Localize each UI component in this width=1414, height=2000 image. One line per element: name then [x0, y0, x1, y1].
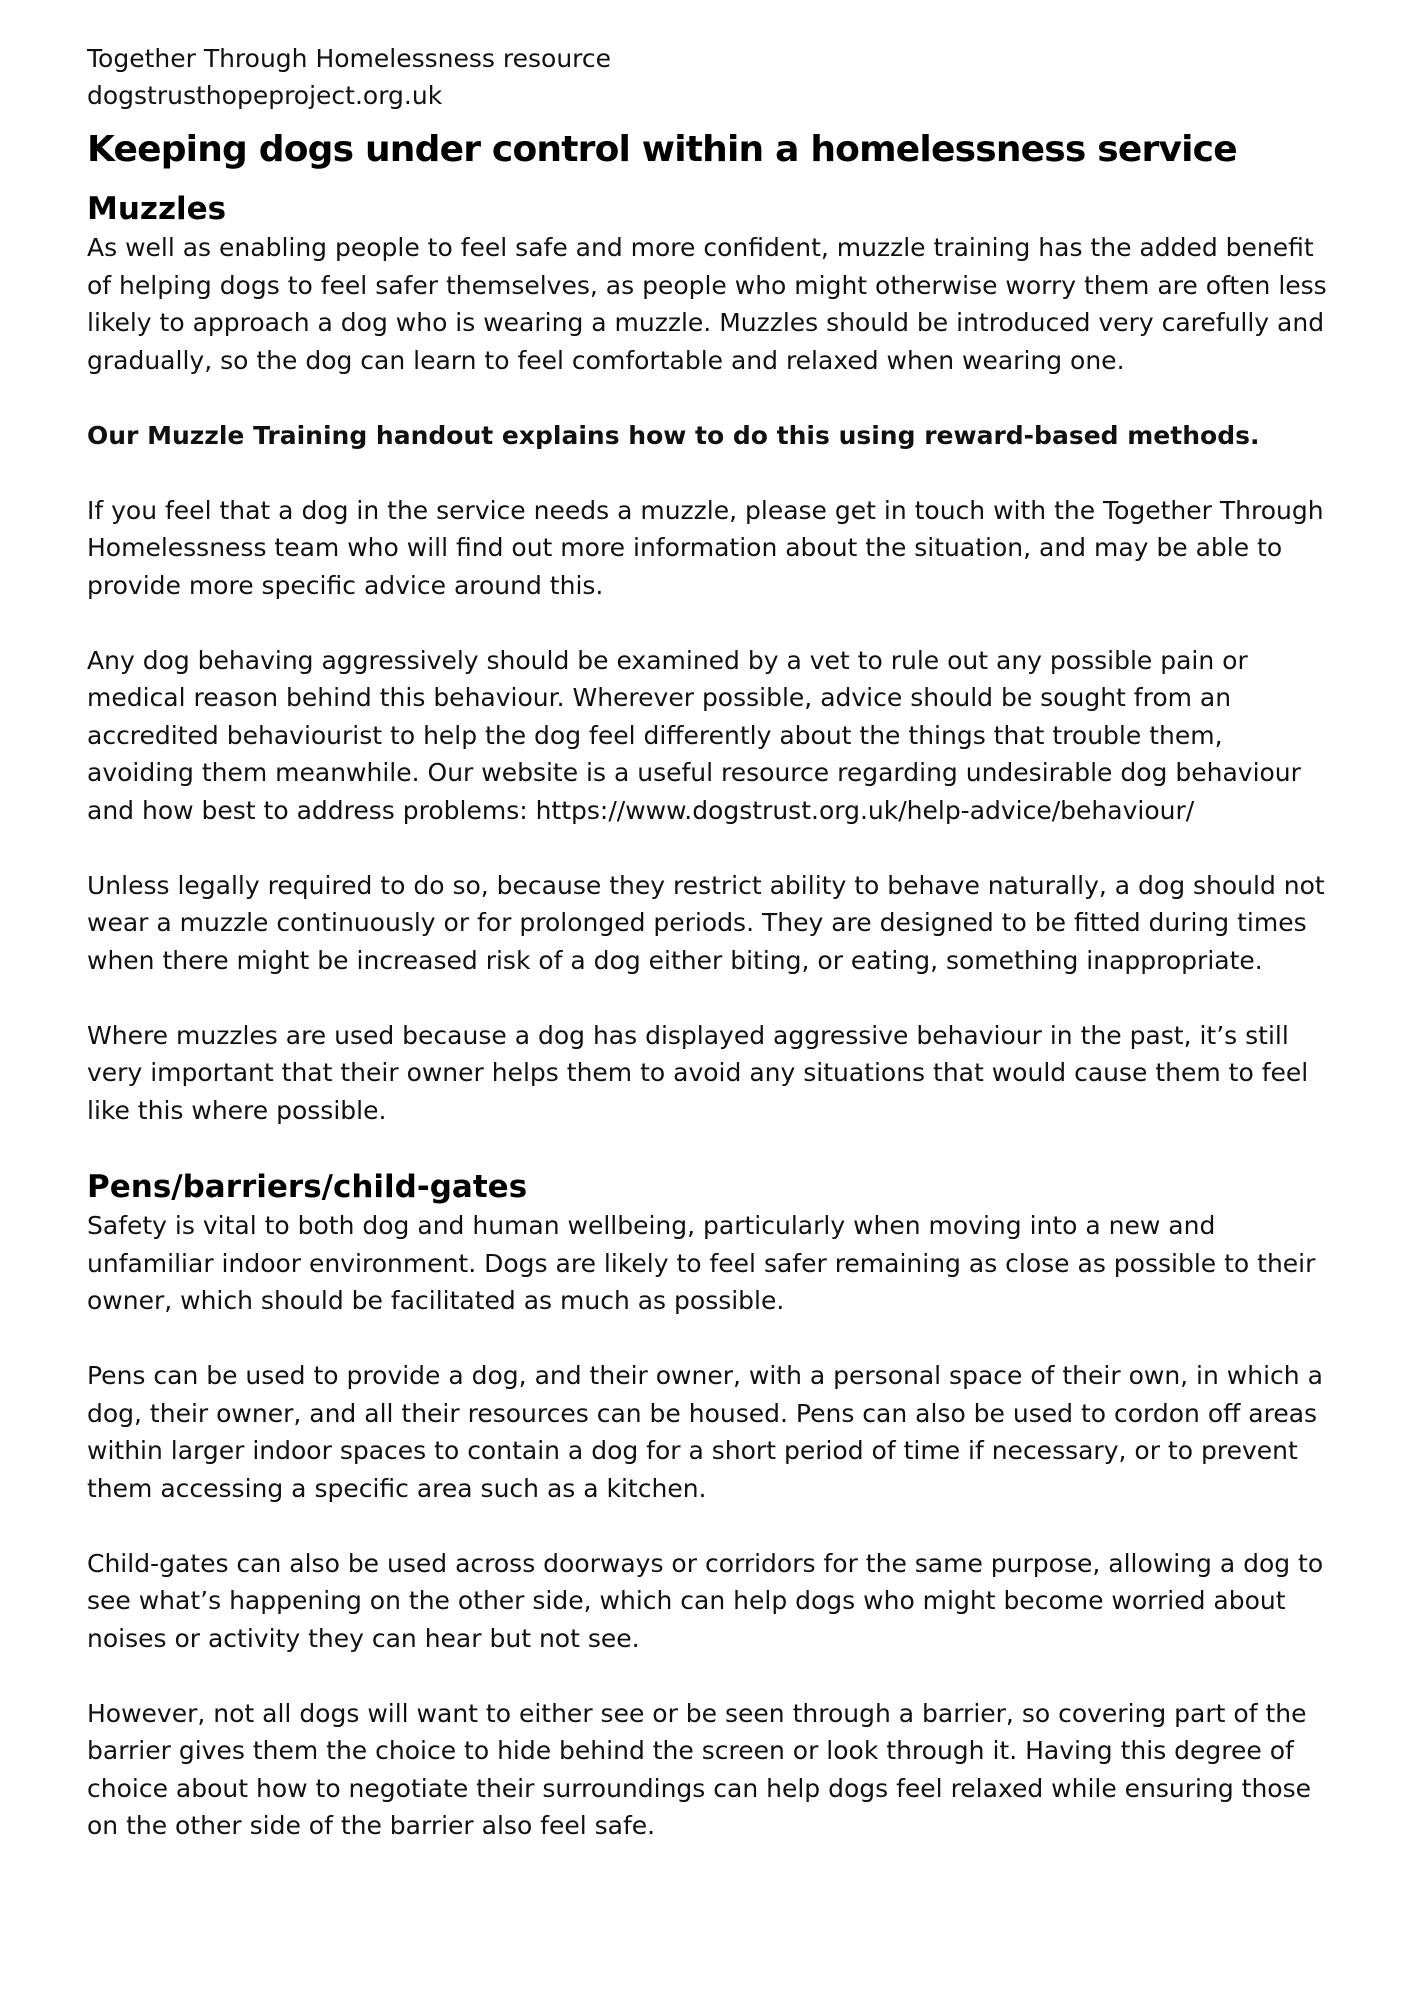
section-heading-pens-barriers: Pens/barriers/child-gates: [87, 1169, 528, 1205]
paragraph: If you feel that a dog in the service needs a muzzle, please get in touch with the Together Through Homelessness team who will find out more information about the situation, and may be able to provide more specific advice around this.: [87, 495, 1324, 600]
section-heading-muzzles: Muzzles: [87, 191, 227, 227]
paragraph: Unless legally required to do so, because they restrict ability to behave naturally, a dog should not wear a muzzle continuously or for prolonged periods. They are designed to be fitted during times when there might be increased risk of a dog either biting, or eating, something inappropriate.: [87, 870, 1325, 975]
paragraph: However, not all dogs will want to either see or be seen through a barrier, so covering part of the barrier gives them the choice to hide behind the screen or look through it. Having this degree of choice about how to negotiate their surroundings can help dogs feel relaxed while ensuring those on the other side of the barrier also feel safe.: [87, 1698, 1312, 1840]
paragraph: As well as enabling people to feel safe and more confident, muzzle training has the added benefit of helping dogs to feel safer themselves, as people who might otherwise worry them are often less likely to approach a dog who is wearing a muzzle. Muzzles should be introduced very carefully and gradually, so the dog can learn to feel comfortable and relaxed when wearing one.: [87, 233, 1327, 375]
paragraph: Any dog behaving aggressively should be examined by a vet to rule out any possible pain or medical reason behind this behaviour. Wherever possible, advice should be sought from an accredited behaviourist to help the dog feel differently about the things that trouble them, avoiding them meanwhile. Our website is a useful resource regarding undesirable dog behaviour and how best to address problems: https://www.dogstrust.org.uk/help-advice/behaviour/: [87, 645, 1301, 825]
organization-line: Together Through Homelessness resource: [87, 44, 612, 73]
paragraph: Child-gates can also be used across doorways or corridors for the same purpose, allowing a dog to see what’s happening on the other side, which can help dogs who might become worried about noises or activity they can hear but not see.: [87, 1548, 1324, 1653]
bold-note-paragraph: Our Muzzle Training handout explains how to do this using reward-based methods.: [87, 420, 1260, 450]
section-pens-barriers: [87, 1167, 1337, 1845]
page-title: Keeping dogs under control within a homelessness service: [87, 129, 1237, 170]
paragraph: Pens can be used to provide a dog, and their owner, with a personal space of their own, in which a dog, their owner, and all their resources can be housed. Pens can also be used to cordon off areas within larger indoor spaces to contain a dog for a short period of time if necessary, or to prevent them accessing a specific area such as a kitchen.: [87, 1361, 1323, 1503]
section-muzzles: [87, 189, 1337, 1129]
document-page: [87, 40, 1337, 1845]
website-line: dogstrusthopeproject.org.uk: [87, 81, 443, 110]
paragraph: Safety is vital to both dog and human wellbeing, particularly when moving into a new and unfamiliar indoor environment. Dogs are likely to feel safer remaining as close as possible to their owner, which should be facilitated as much as possible.: [87, 1211, 1316, 1315]
paragraph: Where muzzles are used because a dog has displayed aggressive behaviour in the past, it’s still very important that their owner helps them to avoid any situations that would cause them to feel like this where possible.: [87, 1020, 1309, 1125]
